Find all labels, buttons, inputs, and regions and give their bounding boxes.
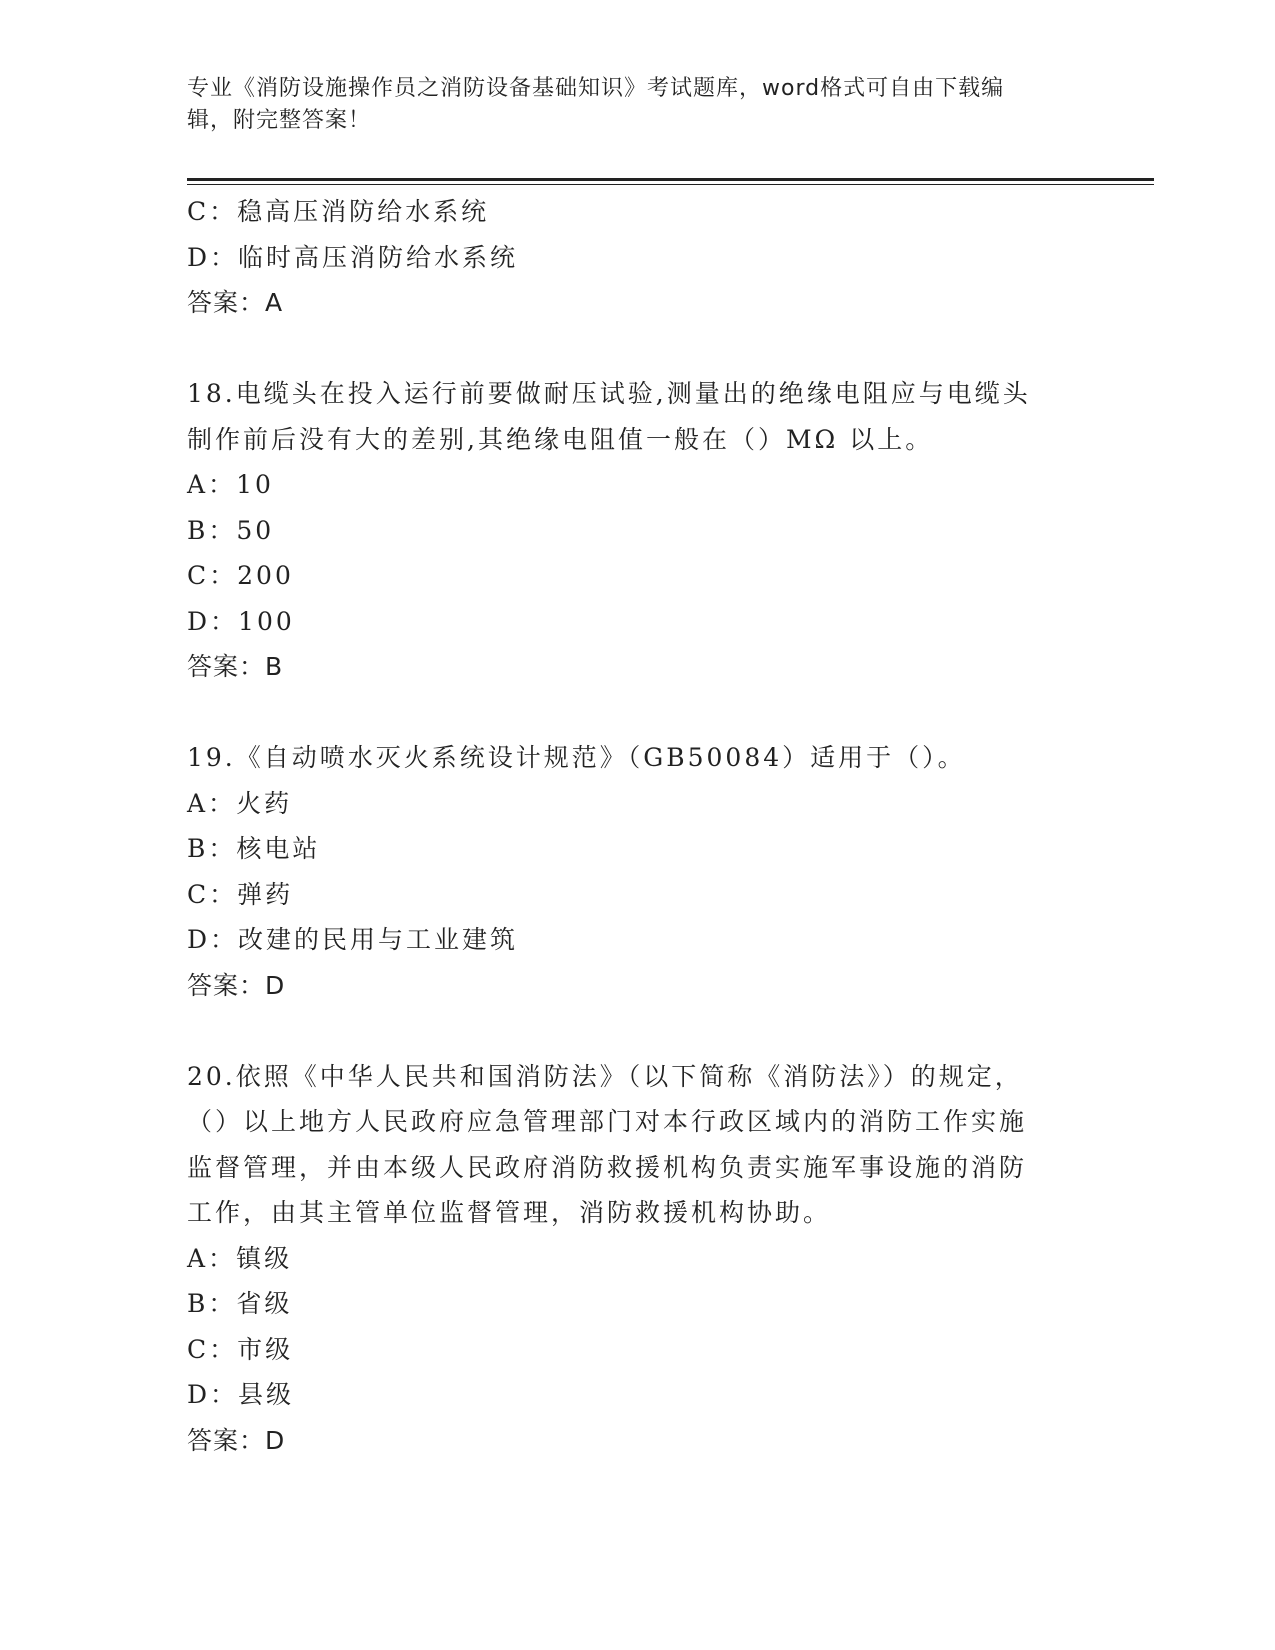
- option-text: 核电站: [236, 834, 321, 863]
- option-text: 200: [237, 561, 294, 590]
- option-a: [187, 781, 1067, 827]
- option-text: 火药: [236, 788, 293, 818]
- question-text-line: （）以上地方人民政府应急管理部门对本行政区域内的消防工作实施: [187, 1107, 1028, 1136]
- option-c: [187, 1327, 1067, 1373]
- question-19: [187, 735, 1067, 1008]
- spacer: [187, 326, 1067, 372]
- option-key: D：: [187, 606, 239, 636]
- option-key: C：: [187, 879, 238, 909]
- option-key: D：: [187, 925, 239, 954]
- answer-line: 答案：A: [187, 288, 284, 317]
- question-20: [187, 1054, 1067, 1464]
- question-18: [187, 371, 1067, 690]
- option-b: [187, 1281, 1067, 1327]
- option-text: 稳高压消防给水系统: [237, 197, 490, 226]
- option-key: B：: [187, 1289, 237, 1318]
- option-text: 10: [236, 470, 274, 499]
- option-text: 临时高压消防给水系统: [238, 242, 519, 272]
- option-d: [187, 1372, 1067, 1418]
- option-b: [187, 508, 1067, 554]
- option-key: D：: [187, 1380, 239, 1409]
- option-b: [187, 826, 1067, 872]
- header-divider-thin: [187, 184, 1154, 185]
- option-c: [187, 189, 1067, 235]
- option-a: [187, 462, 1067, 508]
- option-text: 弹药: [237, 879, 294, 909]
- option-text: 市级: [237, 1334, 294, 1364]
- option-c: [187, 872, 1067, 918]
- option-text: 50: [236, 515, 275, 545]
- option-d: [187, 917, 1067, 963]
- option-key: A：: [187, 788, 237, 818]
- question-text-line: 工作，由其主管单位监督管理，消防救援机构协助。: [187, 1198, 832, 1227]
- option-key: C：: [187, 561, 238, 590]
- option-text: 镇级: [236, 1243, 293, 1273]
- option-d: [187, 599, 1067, 645]
- answer-line: 答案：D: [187, 1425, 286, 1455]
- question-text-line: 制作前后没有大的差别,其绝缘电阻值一般在（）MΩ 以上。: [187, 424, 934, 454]
- answer-line: 答案：D: [187, 970, 286, 1000]
- option-a: [187, 1236, 1067, 1282]
- option-key: B：: [187, 834, 237, 863]
- header-line-2: 辑，附完整答案！: [187, 108, 372, 133]
- question-17-fragment: [187, 189, 1067, 326]
- option-text: 改建的民用与工业建筑: [238, 925, 519, 954]
- option-text: 100: [238, 606, 295, 636]
- header-divider-thick: [187, 178, 1154, 181]
- option-text: 省级: [236, 1289, 293, 1318]
- spacer: [187, 690, 1067, 736]
- option-c: [187, 553, 1067, 599]
- option-key: D：: [187, 242, 239, 272]
- question-list: [187, 189, 1067, 1463]
- question-text-line: 20.依照《中华人民共和国消防法》（以下简称《消防法》）的规定，: [187, 1061, 1023, 1091]
- question-text-line: 18.电缆头在投入运行前要做耐压试验,测量出的绝缘电阻应与电缆头: [187, 379, 1031, 408]
- option-key: C：: [187, 197, 238, 226]
- question-text-line: 监督管理，并由本级人民政府消防救援机构负责实施军事设施的消防: [187, 1152, 1028, 1182]
- answer-line: 答案：B: [187, 652, 284, 681]
- question-text-line: 19.《自动喷水灭火系统设计规范》（GB50084）适用于（）。: [187, 743, 966, 772]
- document-header: [187, 73, 1067, 137]
- option-d: [187, 235, 1067, 281]
- option-text: 县级: [238, 1380, 295, 1409]
- header-line-1: 专业《消防设施操作员之消防设备基础知识》考试题库，word格式可自由下载编: [187, 76, 1005, 101]
- option-key: C：: [187, 1334, 238, 1364]
- option-key: B：: [187, 515, 237, 545]
- spacer: [187, 1008, 1067, 1054]
- option-key: A：: [187, 470, 237, 499]
- option-key: A：: [187, 1243, 237, 1273]
